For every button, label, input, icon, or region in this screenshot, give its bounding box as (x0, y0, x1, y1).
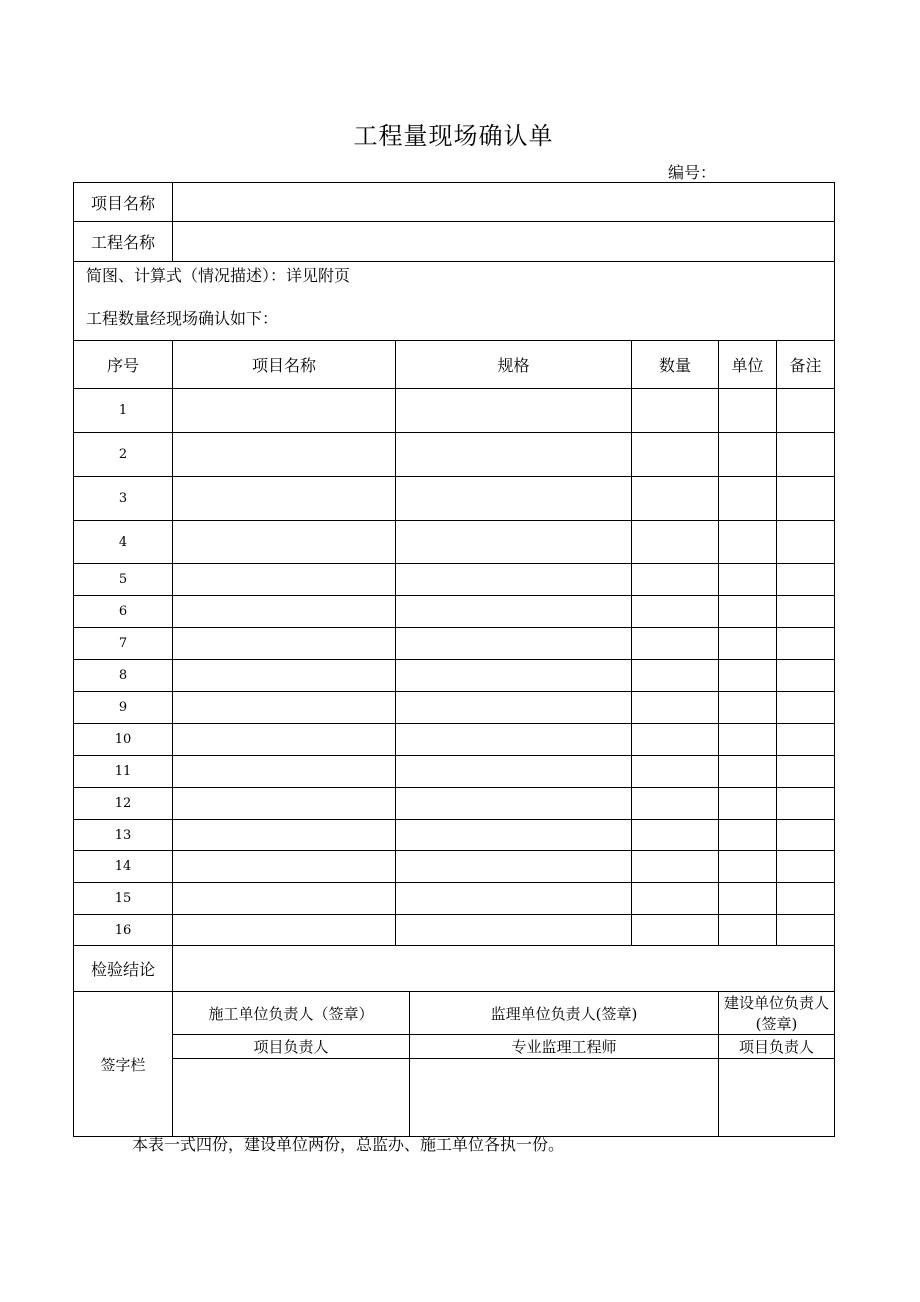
row-number: 3 (74, 477, 173, 521)
spec-cell[interactable] (396, 660, 632, 692)
spec-cell[interactable] (396, 820, 632, 851)
row-number: 9 (74, 692, 173, 724)
unit-cell[interactable] (719, 788, 777, 820)
remark-cell[interactable] (777, 433, 835, 477)
quantity-cell[interactable] (632, 628, 719, 660)
spec-cell[interactable] (396, 851, 632, 883)
item-name-cell[interactable] (173, 788, 396, 820)
supervision-engineer-label: 专业监理工程师 (410, 1035, 719, 1059)
owner-unit-signer: 建设单位负责人(签章) (719, 992, 835, 1035)
item-name-cell[interactable] (173, 433, 396, 477)
spec-cell[interactable] (396, 521, 632, 564)
table-row (74, 692, 835, 724)
unit-cell[interactable] (719, 521, 777, 564)
quantity-cell[interactable] (632, 389, 719, 433)
table-row (74, 788, 835, 820)
table-row (74, 389, 835, 433)
quantity-cell[interactable] (632, 521, 719, 564)
row-number: 16 (74, 915, 173, 946)
remark-cell[interactable] (777, 883, 835, 915)
item-name-cell[interactable] (173, 628, 396, 660)
col-header-seq: 序号 (74, 341, 173, 389)
remark-cell[interactable] (777, 628, 835, 660)
item-name-cell[interactable] (173, 521, 396, 564)
remark-cell[interactable] (777, 660, 835, 692)
construction-project-lead-label: 项目负责人 (173, 1035, 410, 1059)
unit-cell[interactable] (719, 692, 777, 724)
unit-cell[interactable] (719, 915, 777, 946)
spec-cell[interactable] (396, 477, 632, 521)
quantity-cell[interactable] (632, 660, 719, 692)
item-name-cell[interactable] (173, 596, 396, 628)
unit-cell[interactable] (719, 389, 777, 433)
row-number: 6 (74, 596, 173, 628)
table-row (74, 756, 835, 788)
table-row (74, 883, 835, 915)
quantity-cell[interactable] (632, 477, 719, 521)
remark-cell[interactable] (777, 564, 835, 596)
table-row (74, 724, 835, 756)
row-number: 4 (74, 521, 173, 564)
spec-cell[interactable] (396, 433, 632, 477)
item-name-cell[interactable] (173, 915, 396, 946)
inspection-conclusion-label: 检验结论 (74, 946, 173, 992)
row-number: 1 (74, 389, 173, 433)
serial-number-label: 编号： (668, 163, 717, 182)
owner-signature-box[interactable] (719, 1059, 835, 1137)
row-number: 11 (74, 756, 173, 788)
unit-cell[interactable] (719, 477, 777, 521)
spec-cell[interactable] (396, 883, 632, 915)
quantity-cell[interactable] (632, 692, 719, 724)
row-number: 14 (74, 851, 173, 883)
footnote: 本表一式四份，建设单位两份，总监办、施工单位各执一份。 (132, 1135, 565, 1154)
description-section (74, 262, 835, 341)
item-name-cell[interactable] (173, 883, 396, 915)
unit-cell[interactable] (719, 596, 777, 628)
row-number: 7 (74, 628, 173, 660)
quantity-confirmation-text: 工程数量经现场确认如下： (86, 308, 279, 328)
unit-cell[interactable] (719, 628, 777, 660)
description-text: 简图、计算式（情况描述）：详见附页 (86, 266, 351, 285)
table-row (74, 596, 835, 628)
unit-cell[interactable] (719, 756, 777, 788)
spec-cell[interactable] (396, 628, 632, 660)
row-number: 10 (74, 724, 173, 756)
quantity-cell[interactable] (632, 724, 719, 756)
spec-cell[interactable] (396, 564, 632, 596)
quantity-cell[interactable] (632, 915, 719, 946)
construction-unit-signer: 施工单位负责人（签章） (173, 992, 410, 1035)
table-row (74, 564, 835, 596)
spec-cell[interactable] (396, 389, 632, 433)
table-row (74, 521, 835, 564)
remark-cell[interactable] (777, 756, 835, 788)
spec-cell[interactable] (396, 596, 632, 628)
unit-cell[interactable] (719, 433, 777, 477)
remark-cell[interactable] (777, 915, 835, 946)
supervision-unit-signer: 监理单位负责人(签章) (410, 992, 719, 1035)
col-header-item-name: 项目名称 (173, 341, 396, 389)
project-name-label: 项目名称 (74, 183, 173, 222)
item-name-cell[interactable] (173, 724, 396, 756)
spec-cell[interactable] (396, 724, 632, 756)
col-header-remark: 备注 (777, 341, 835, 389)
spec-cell[interactable] (396, 692, 632, 724)
project-name-field[interactable] (173, 183, 835, 222)
remark-cell[interactable] (777, 596, 835, 628)
row-number: 5 (74, 564, 173, 596)
unit-cell[interactable] (719, 851, 777, 883)
table-row (74, 820, 835, 851)
unit-cell[interactable] (719, 820, 777, 851)
quantity-cell[interactable] (632, 788, 719, 820)
inspection-conclusion-field[interactable] (173, 946, 835, 992)
col-header-spec: 规格 (396, 341, 632, 389)
unit-cell[interactable] (719, 883, 777, 915)
remark-cell[interactable] (777, 724, 835, 756)
row-number: 2 (74, 433, 173, 477)
table-row (74, 433, 835, 477)
remark-cell[interactable] (777, 389, 835, 433)
items-header-row (74, 341, 835, 389)
remark-cell[interactable] (777, 521, 835, 564)
table-row (74, 477, 835, 521)
col-header-unit: 单位 (719, 341, 777, 389)
quantity-cell[interactable] (632, 433, 719, 477)
quantity-cell[interactable] (632, 564, 719, 596)
item-name-cell[interactable] (173, 389, 396, 433)
col-header-quantity: 数量 (632, 341, 719, 389)
signature-section-label: 签字栏 (74, 992, 173, 1137)
table-row (74, 660, 835, 692)
supervision-signature-box[interactable] (410, 1059, 719, 1137)
item-name-cell[interactable] (173, 692, 396, 724)
spec-cell[interactable] (396, 756, 632, 788)
unit-cell[interactable] (719, 724, 777, 756)
row-number: 13 (74, 820, 173, 851)
row-number: 8 (74, 660, 173, 692)
remark-cell[interactable] (777, 477, 835, 521)
item-name-cell[interactable] (173, 756, 396, 788)
remark-cell[interactable] (777, 692, 835, 724)
row-number: 15 (74, 883, 173, 915)
owner-project-lead-label: 项目负责人 (719, 1035, 835, 1059)
quantity-cell[interactable] (632, 596, 719, 628)
spec-cell[interactable] (396, 788, 632, 820)
engineering-name-label: 工程名称 (74, 222, 173, 262)
construction-signature-box[interactable] (173, 1059, 410, 1137)
quantity-cell[interactable] (632, 851, 719, 883)
item-name-cell[interactable] (173, 564, 396, 596)
remark-cell[interactable] (777, 788, 835, 820)
unit-cell[interactable] (719, 564, 777, 596)
quantity-cell[interactable] (632, 820, 719, 851)
spec-cell[interactable] (396, 915, 632, 946)
quantity-cell[interactable] (632, 756, 719, 788)
unit-cell[interactable] (719, 660, 777, 692)
quantity-cell[interactable] (632, 883, 719, 915)
table-row (74, 915, 835, 946)
remark-cell[interactable] (777, 851, 835, 883)
row-number: 12 (74, 788, 173, 820)
document-title: 工程量现场确认单 (353, 122, 554, 150)
confirmation-form-table (73, 182, 835, 1137)
remark-cell[interactable] (777, 820, 835, 851)
table-row (74, 628, 835, 660)
item-name-cell[interactable] (173, 851, 396, 883)
table-row (74, 851, 835, 883)
item-name-cell[interactable] (173, 660, 396, 692)
item-name-cell[interactable] (173, 477, 396, 521)
engineering-name-field[interactable] (173, 222, 835, 262)
item-name-cell[interactable] (173, 820, 396, 851)
